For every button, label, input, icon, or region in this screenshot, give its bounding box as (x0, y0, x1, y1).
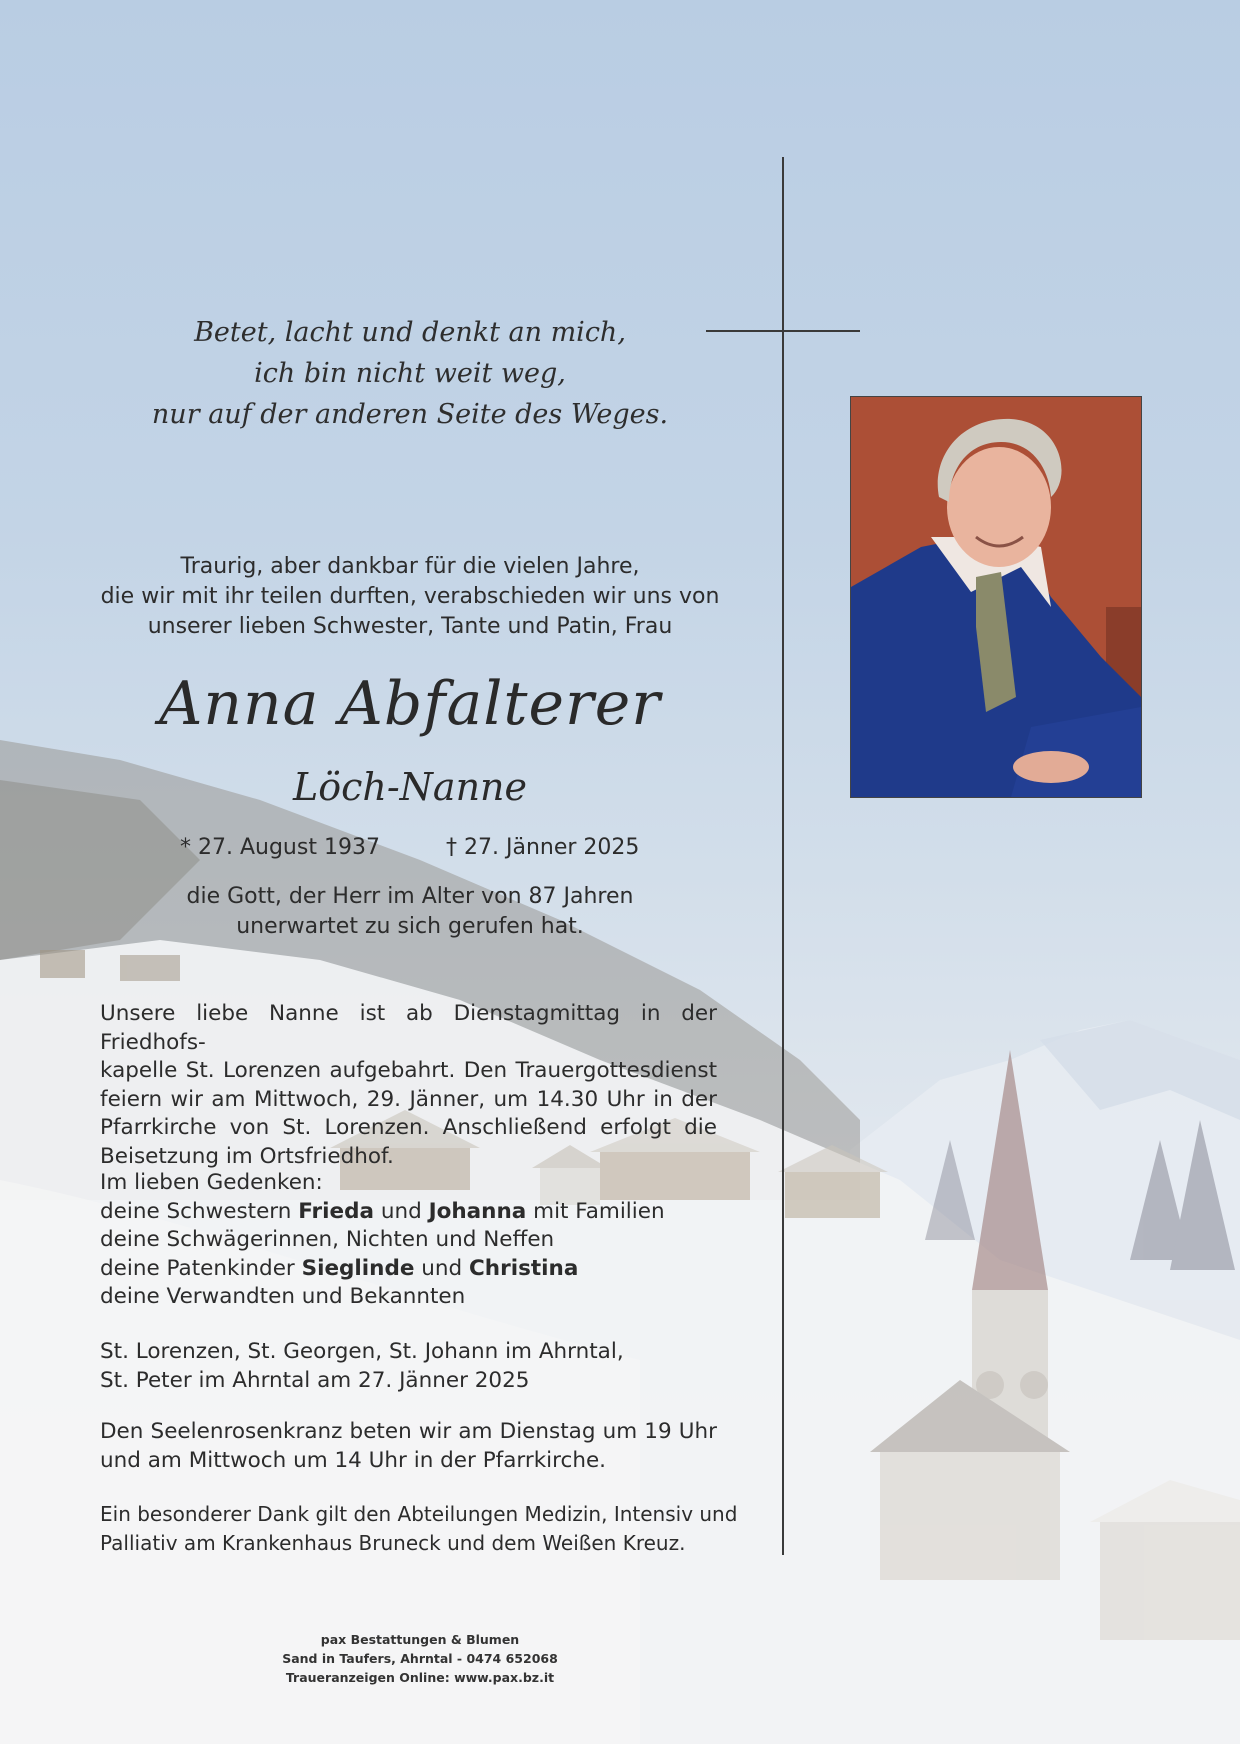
birth-date: * 27. August 1937 (180, 835, 380, 860)
footer-website: Traueranzeigen Online: www.pax.bz.it (285, 1670, 555, 1685)
rosary-line: und am Mittwoch um 14 Uhr in der Pfarrkirche. (100, 1447, 607, 1473)
funeral-arrangements (100, 1000, 717, 1171)
intro-line: Traurig, aber dankbar für die vielen Jahre, (180, 554, 640, 579)
arrangements-line: feiern wir am Mittwoch, 29. Jänner, um 14.30 Uhr in der (100, 1086, 717, 1112)
mourners-list (100, 1169, 717, 1312)
footer-address: Sand in Taufers, Ahrntal - 0474 652068 (282, 1651, 558, 1666)
memorial-verse (150, 312, 670, 435)
rosary-line: Den Seelenrosenkranz beten wir am Dienstag um 19 Uhr (100, 1419, 717, 1444)
funeral-home-footer (220, 1630, 620, 1687)
place-line: St. Peter im Ahrntal am 27. Jänner 2025 (100, 1367, 530, 1393)
arrangements-line: kapelle St. Lorenzen aufgebahrt. Den Trauergottesdienst (100, 1058, 717, 1083)
thanks-line: Palliativ am Krankenhaus Bruneck und dem Weißen Kreuz. (100, 1530, 686, 1555)
intro-line: unserer lieben Schwester, Tante und Patin, Frau (147, 614, 673, 639)
verse-line: nur auf der anderen Seite des Weges. (151, 399, 669, 430)
mourners-line-sisters: deine Schwestern Frieda und Johanna mit Familien (100, 1198, 665, 1224)
footer-company: pax Bestattungen & Blumen (320, 1632, 520, 1647)
thanks-line: Ein besonderer Dank gilt den Abteilungen Medizin, Intensiv und (100, 1502, 738, 1526)
verse-line: ich bin nicht weit weg, (254, 358, 566, 389)
arrangements-line: Pfarrkirche von St. Lorenzen. Anschließend erfolgt die (100, 1115, 717, 1140)
mourners-heading: Im lieben Gedenken: (100, 1170, 323, 1195)
death-date: † 27. Jänner 2025 (446, 835, 640, 860)
mourners-line-relatives: deine Verwandten und Bekannten (100, 1284, 466, 1309)
deceased-nickname: Löch-Nanne (292, 765, 528, 809)
death-notice-text (60, 882, 760, 942)
cross-horizontal (706, 330, 860, 332)
rosary-notice (100, 1418, 717, 1475)
place-and-date (100, 1338, 717, 1395)
mourners-line-godchildren: deine Patenkinder Sieglinde und Christina (100, 1255, 579, 1281)
arrangements-line: Beisetzung im Ortsfriedhof. (100, 1143, 394, 1169)
portrait-photo (850, 396, 1142, 798)
notice-line: unerwartet zu sich gerufen hat. (236, 914, 584, 939)
intro-text (60, 552, 760, 642)
notice-line: die Gott, der Herr im Alter von 87 Jahren (186, 884, 634, 909)
mourners-line-inlaws: deine Schwägerinnen, Nichten und Neffen (100, 1227, 555, 1252)
verse-line: Betet, lacht und denkt an mich, (194, 317, 626, 348)
place-line: St. Lorenzen, St. Georgen, St. Johann im Ahrntal, (100, 1339, 624, 1364)
cross-vertical (782, 157, 784, 1555)
deceased-name: Anna Abfalterer (159, 669, 661, 739)
intro-line: die wir mit ihr teilen durften, verabschieden wir uns von (100, 584, 720, 609)
arrangements-line: Unsere liebe Nanne ist ab Dienstagmittag in der Friedhofs- (100, 1001, 717, 1055)
thanks-note (100, 1500, 738, 1557)
